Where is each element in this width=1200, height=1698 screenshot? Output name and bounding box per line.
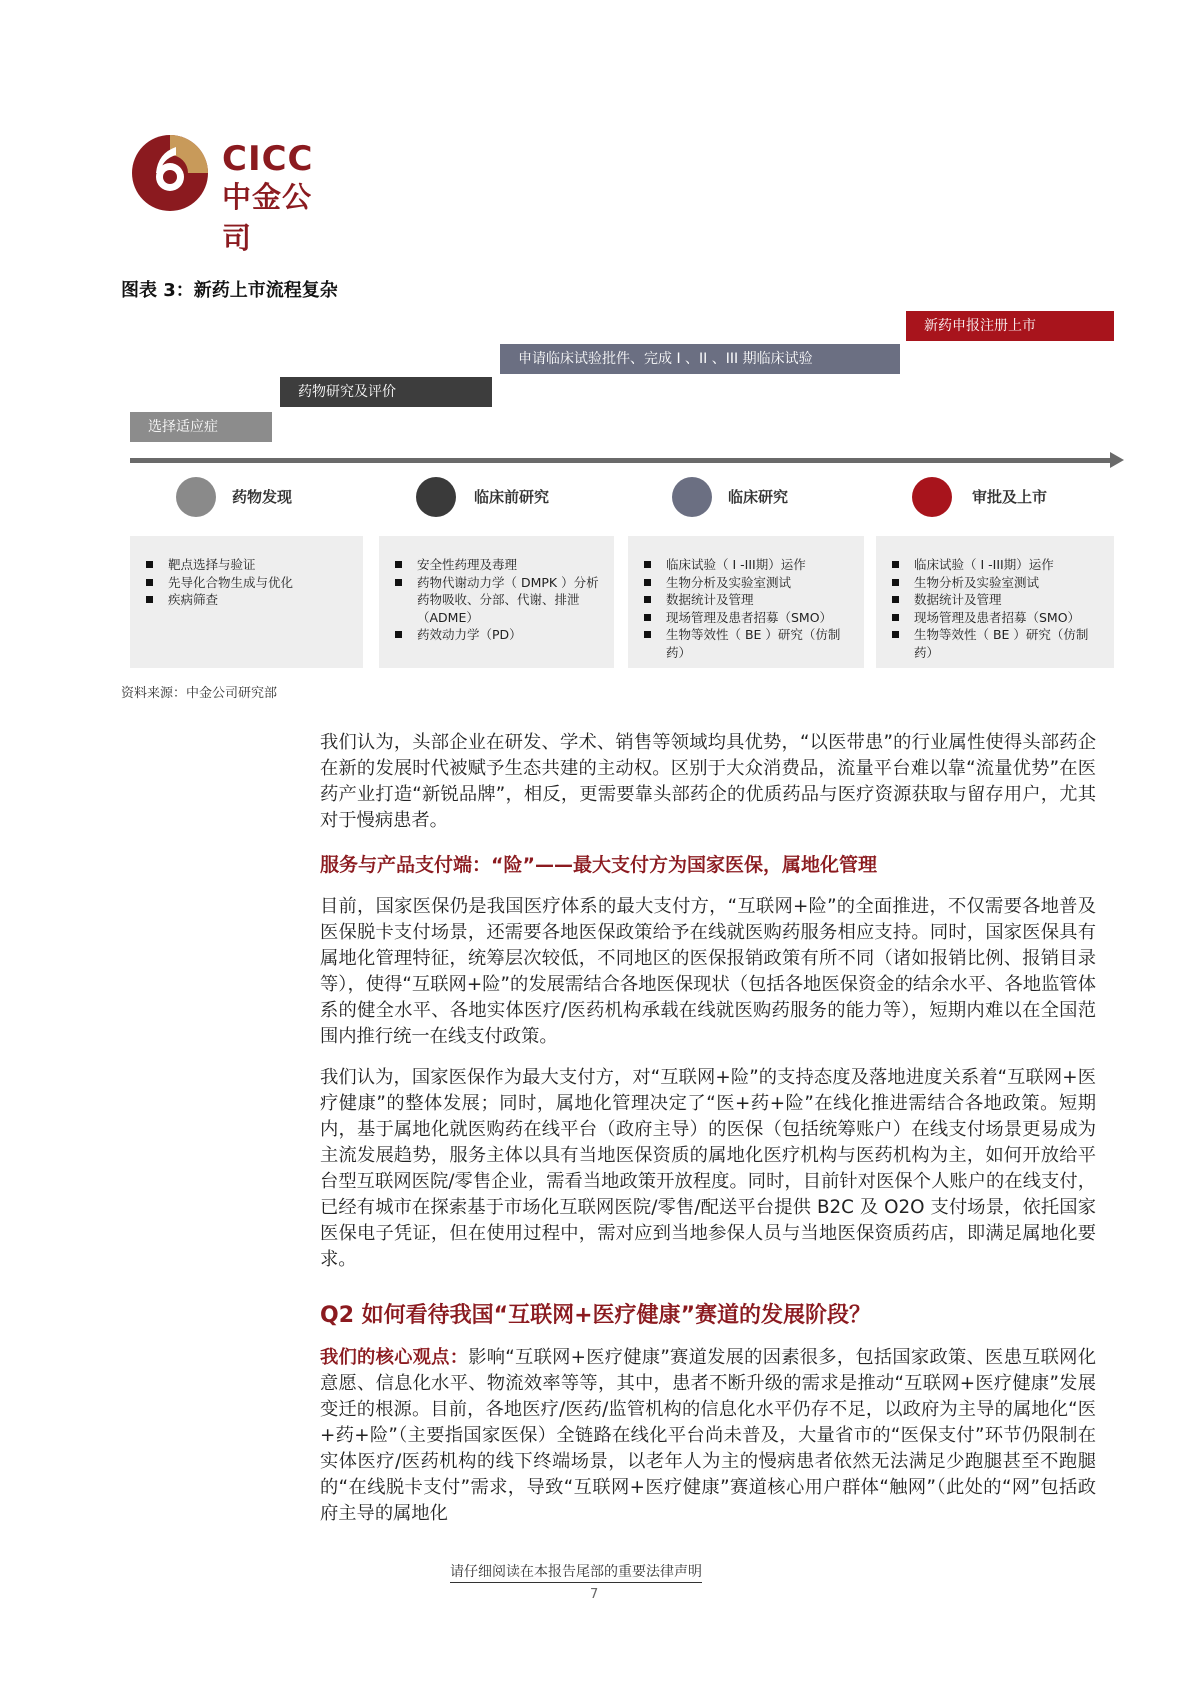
detail-item: 生物等效性（ BE ）研究（仿制药） [636,626,856,661]
cicc-logo-mark-icon [130,133,210,213]
core-view-label: 我们的核心观点： [320,1347,469,1368]
detail-item: 生物分析及实验室测试 [884,574,1106,592]
detail-item: 临床试验（ I -III期）运作 [884,556,1106,574]
stage-bar-drug-research: 药物研究及评价 [280,377,492,407]
detail-box-preclinical [379,536,614,668]
page-number: 7 [590,1587,599,1602]
phase-label-preclinical: 临床前研究 [474,488,550,506]
detail-item: 安全性药理及毒理 [387,556,606,574]
q2-heading: Q2 如何看待我国“互联网+医疗健康”赛道的发展阶段？ [320,1303,872,1328]
legal-notice-link[interactable]: 请仔细阅读在本报告尾部的重要法律声明 [450,1561,702,1583]
detail-item: 现场管理及患者招募（SMO） [884,609,1106,627]
stage-bar-clinical-trials: 申请临床试验批件、完成 I 、II 、III 期临床试验 [500,344,900,374]
detail-item: 生物等效性（ BE ）研究（仿制药） [884,626,1106,661]
paragraph-2: 目前，国家医保仍是我国医疗体系的最大支付方，“互联网+险”的全面推进，不仅需要各地普及医保脱卡支付场景，还需要各地医保政策给予在线就医购药服务相应支持。同时，国家医保具有属地化管理特征，统筹层次较低，不同地区的医保报销政策有所不同（诸如报销比例、报销目录等），使得“互联网+险”的发展需结合各地医保现状（包括各地医保资金的结余水平、各地监管体系的健全水平、各地实体医疗/医药机构承载在线就医购药服务的能力等），短期内难以在全国范围内推行统一在线支付政策。 [320,896,1096,1047]
logo-text-en: CICC [222,139,314,179]
detail-item: 疾病筛查 [138,591,355,609]
phase-dot-preclinical [416,477,456,517]
detail-item: 临床试验（ I -III期）运作 [636,556,856,574]
detail-box-clinical [628,536,864,668]
stage-bar-select-indication: 选择适应症 [130,412,272,442]
detail-item: 药物代谢动力学（ DMPK ）分析药物吸收、分部、代谢、排泄（ADME） [387,574,606,627]
detail-item: 数据统计及管理 [636,591,856,609]
detail-box-discovery [130,536,363,668]
phase-label-approval: 审批及上市 [972,488,1048,506]
timeline-line [130,458,1115,463]
timeline-arrow-icon [1110,452,1124,468]
phase-dot-approval [912,477,952,517]
cicc-logo [130,133,340,255]
detail-item: 靶点选择与验证 [138,556,355,574]
phase-dot-discovery [176,477,216,517]
detail-item: 生物分析及实验室测试 [636,574,856,592]
figure-title: 图表 3：新药上市流程复杂 [121,280,338,301]
section-subheading: 服务与产品支付端：“险”——最大支付方为国家医保，属地化管理 [320,854,877,876]
paragraph-4 [320,1345,1096,1527]
phase-label-discovery: 药物发现 [232,488,293,506]
detail-item: 现场管理及患者招募（SMO） [636,609,856,627]
stage-bar-registration: 新药申报注册上市 [906,311,1114,341]
paragraph-1: 我们认为，头部企业在研发、学术、销售等领域均具优势，“以医带患”的行业属性使得头部药企在新的发展时代被赋予生态共建的主动权。区别于大众消费品，流量平台难以靠“流量优势”在医药产业打造“新锐品牌”，相反，更需要靠头部药企的优质药品与医疗资源获取与留存用户，尤其对于慢病患者。 [320,732,1096,831]
phase-dot-clinical [672,477,712,517]
detail-item: 数据统计及管理 [884,591,1106,609]
paragraph-4-text: 影响“互联网+医疗健康”赛道发展的因素很多，包括国家政策、医患互联网化意愿、信息化水平、物流效率等等，其中，患者不断升级的需求是推动“互联网+医疗健康”发展变迁的根源。目前，各地医疗/医药/监管机构的信息化水平仍存不足，以政府为主导的属地化“医+药+险”（主要指国家医保）全链路在线化平台尚未普及，大量省市的“医保支付”环节仍限制在实体医疗/医药机构的线下终端场景，以老年人为主的慢病患者依然无法满足少跑腿甚至不跑腿的“在线脱卡支付”需求，导致“互联网+医疗健康”赛道核心用户群体“触网”（此处的“网”包括政府主导的属地化 [320,1347,1096,1524]
paragraph-3: 我们认为，国家医保作为最大支付方，对“互联网+险”的支持态度及落地进度关系着“互联网+医疗健康”的整体发展；同时，属地化管理决定了“医+药+险”在线化推进需结合各地政策。短期内，基于属地化就医购药在线平台（政府主导）的医保（包括统筹账户）在线支付场景更易成为主流发展趋势，服务主体以具有当地医保资质的属地化医疗机构与医药机构为主，如何开放给平台型互联网医院/零售企业，需看当地政策开放程度。同时，目前针对医保个人账户的在线支付，已经有城市在探索基于市场化互联网医院/零售/配送平台提供 B2C 及 O2O 支付场景，依托国家医保电子凭证，但在使用过程中，需对应到当地参保人员与当地医保资质药店，即满足属地化要求。 [320,1067,1097,1270]
detail-item: 药效动力学（PD） [387,626,606,644]
figure-source: 资料来源：中金公司研究部 [121,686,278,701]
detail-box-approval [876,536,1114,668]
detail-item: 先导化合物生成与优化 [138,574,355,592]
phase-label-clinical: 临床研究 [728,488,789,506]
logo-text-cn: 中金公司 [222,180,313,255]
